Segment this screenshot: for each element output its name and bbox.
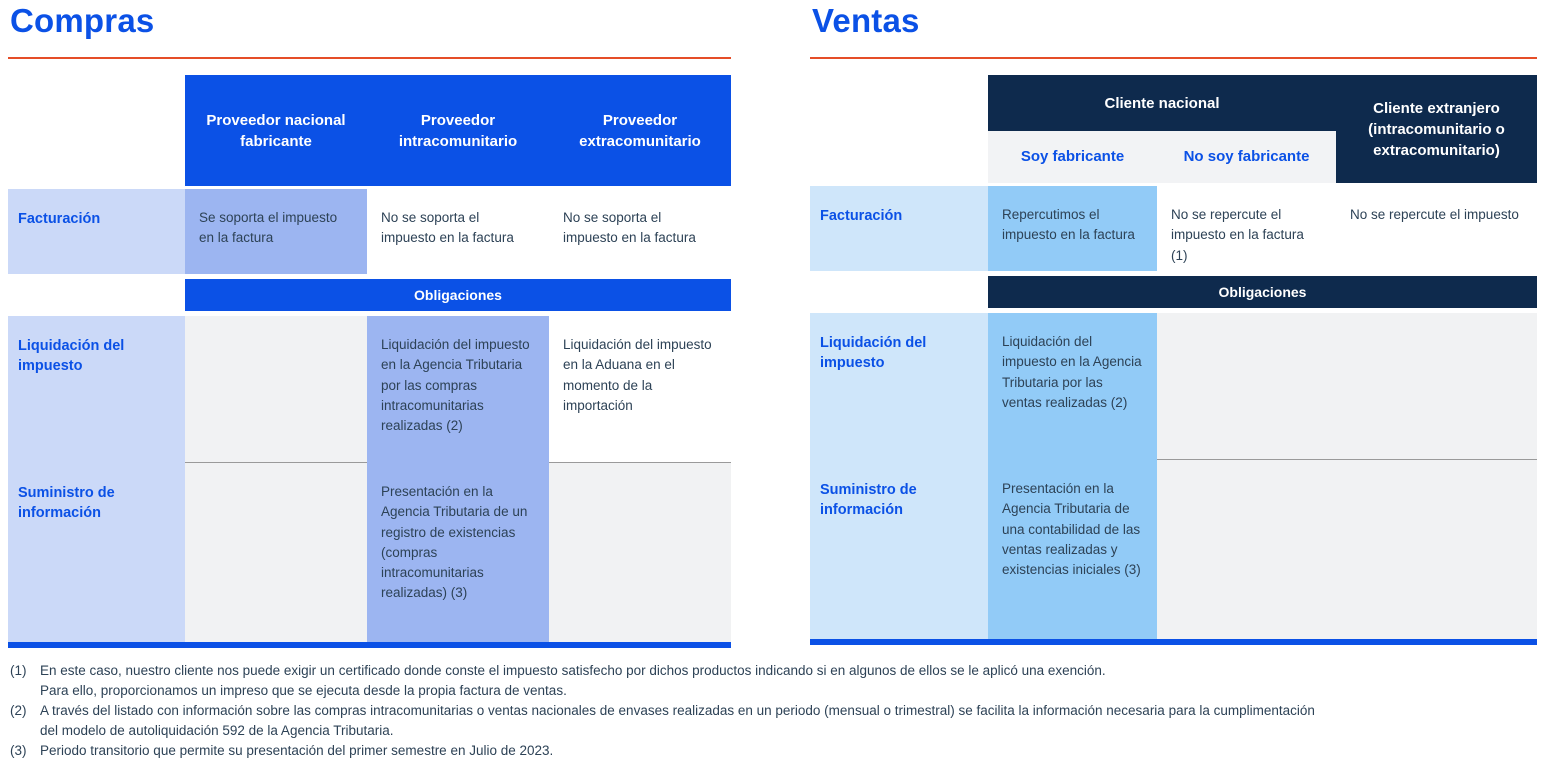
ventas-header-cliente-extranjero: Cliente extranjero (intracomunitario o extracomunitario) [1336,75,1537,183]
ventas-bottom-bar [810,639,1537,645]
footnote-1-text [40,661,1555,701]
compras-title-rule [8,57,731,59]
ventas-cell-facturacion-no-soy-fabricante: No se repercute el impuesto en la factura (1) [1157,186,1336,271]
compras-bottom-bar [8,642,731,648]
ventas-cell-suministro-resto [1157,460,1537,639]
compras-cell-liquidacion-nacional [185,316,367,463]
compras-cell-liquidacion-extracomunitario: Liquidación del impuesto en la Aduana en el momento de la importación [549,316,731,463]
footnote-1-line-2: Para ello, proporcionamos un impreso que se ejecuta desde la propia factura de ventas. [40,683,567,698]
ventas-row-label-liquidacion: Liquidación del impuesto [810,313,988,460]
footnote-3-number: (3) [10,743,27,758]
footnote-1 [10,661,1555,701]
ventas-cell-suministro-soy-fabricante: Presentación en la Agencia Tributaria de una contabilidad de las ventas realizadas y existencias iniciales (3) [988,460,1157,639]
compras-cell-suministro-extracomunitario [549,463,731,642]
compras-cell-facturacion-extracomunitario: No se soporta el impuesto en la factura [549,189,731,274]
footnote-2 [10,701,1555,741]
footnote-1-line-1: En este caso, nuestro cliente nos puede exigir un certificado donde conste el impuesto satisfecho por dichos productos indicando si en algunos de ellos se le aplicó una exención. [40,663,1106,678]
ventas-cell-facturacion-extranjero: No se repercute el impuesto [1336,186,1537,271]
footnote-3-text [40,741,1555,761]
ventas-section [810,0,1537,660]
footnote-1-number: (1) [10,663,27,678]
compras-header-proveedor-extracomunitario: Proveedor extracomunitario [549,75,731,186]
compras-section [8,0,731,660]
ventas-header-cliente-nacional: Cliente nacional [988,75,1336,131]
footnote-3-line-1: Periodo transitorio que permite su presentación del primer semestre en Julio de 2023. [40,743,554,758]
footnotes [10,661,1555,761]
ventas-subheader-soy-fabricante: Soy fabricante [988,131,1157,183]
compras-cell-suministro-intracomunitario: Presentación en la Agencia Tributaria de un registro de existencias (compras intracomunitarias realizadas) (3) [367,463,549,642]
ventas-row-label-suministro: Suministro de información [810,460,988,639]
compras-cell-facturacion-nacional: Se soporta el impuesto en la factura [185,189,367,274]
footnote-2-text [40,701,1555,741]
ventas-title: Ventas [812,2,920,39]
ventas-cell-liquidacion-soy-fabricante: Liquidación del impuesto en la Agencia Tributaria por las ventas realizadas (2) [988,313,1157,460]
ventas-table [810,75,1537,645]
footnote-2-line-1: A través del listado con información sobre las compras intracomunitarias o ventas nacionales de envases realizadas en un periodo (mensual o trimestral) se facilita la información necesaria para la cumplimentación [40,703,1315,718]
compras-row-label-facturacion: Facturación [8,189,185,274]
compras-title: Compras [10,2,155,39]
compras-header-proveedor-nacional-fabricante: Proveedor nacional fabricante [185,75,367,186]
ventas-cell-facturacion-soy-fabricante: Repercutimos el impuesto en la factura [988,186,1157,271]
compras-table [8,75,731,648]
compras-cell-liquidacion-intracomunitario: Liquidación del impuesto en la Agencia Tributaria por las compras intracomunitarias realizadas (2) [367,316,549,463]
compras-row-label-suministro: Suministro de información [8,463,185,642]
footnote-3 [10,741,1555,761]
compras-header-proveedor-intracomunitario: Proveedor intracomunitario [367,75,549,186]
ventas-obligaciones-band: Obligaciones [988,276,1537,308]
ventas-cell-liquidacion-resto [1157,313,1537,460]
compras-row-label-liquidacion: Liquidación del impuesto [8,316,185,463]
ventas-row-label-facturacion: Facturación [810,186,988,271]
ventas-title-rule [810,57,1537,59]
compras-cell-suministro-nacional [185,463,367,642]
footnote-2-line-2: del modelo de autoliquidación 592 de la Agencia Tributaria. [40,723,394,738]
footnote-2-number: (2) [10,703,27,718]
compras-cell-facturacion-intracomunitario: No se soporta el impuesto en la factura [367,189,549,274]
compras-obligaciones-band: Obligaciones [185,279,731,311]
ventas-subheader-no-soy-fabricante: No soy fabricante [1157,131,1336,183]
